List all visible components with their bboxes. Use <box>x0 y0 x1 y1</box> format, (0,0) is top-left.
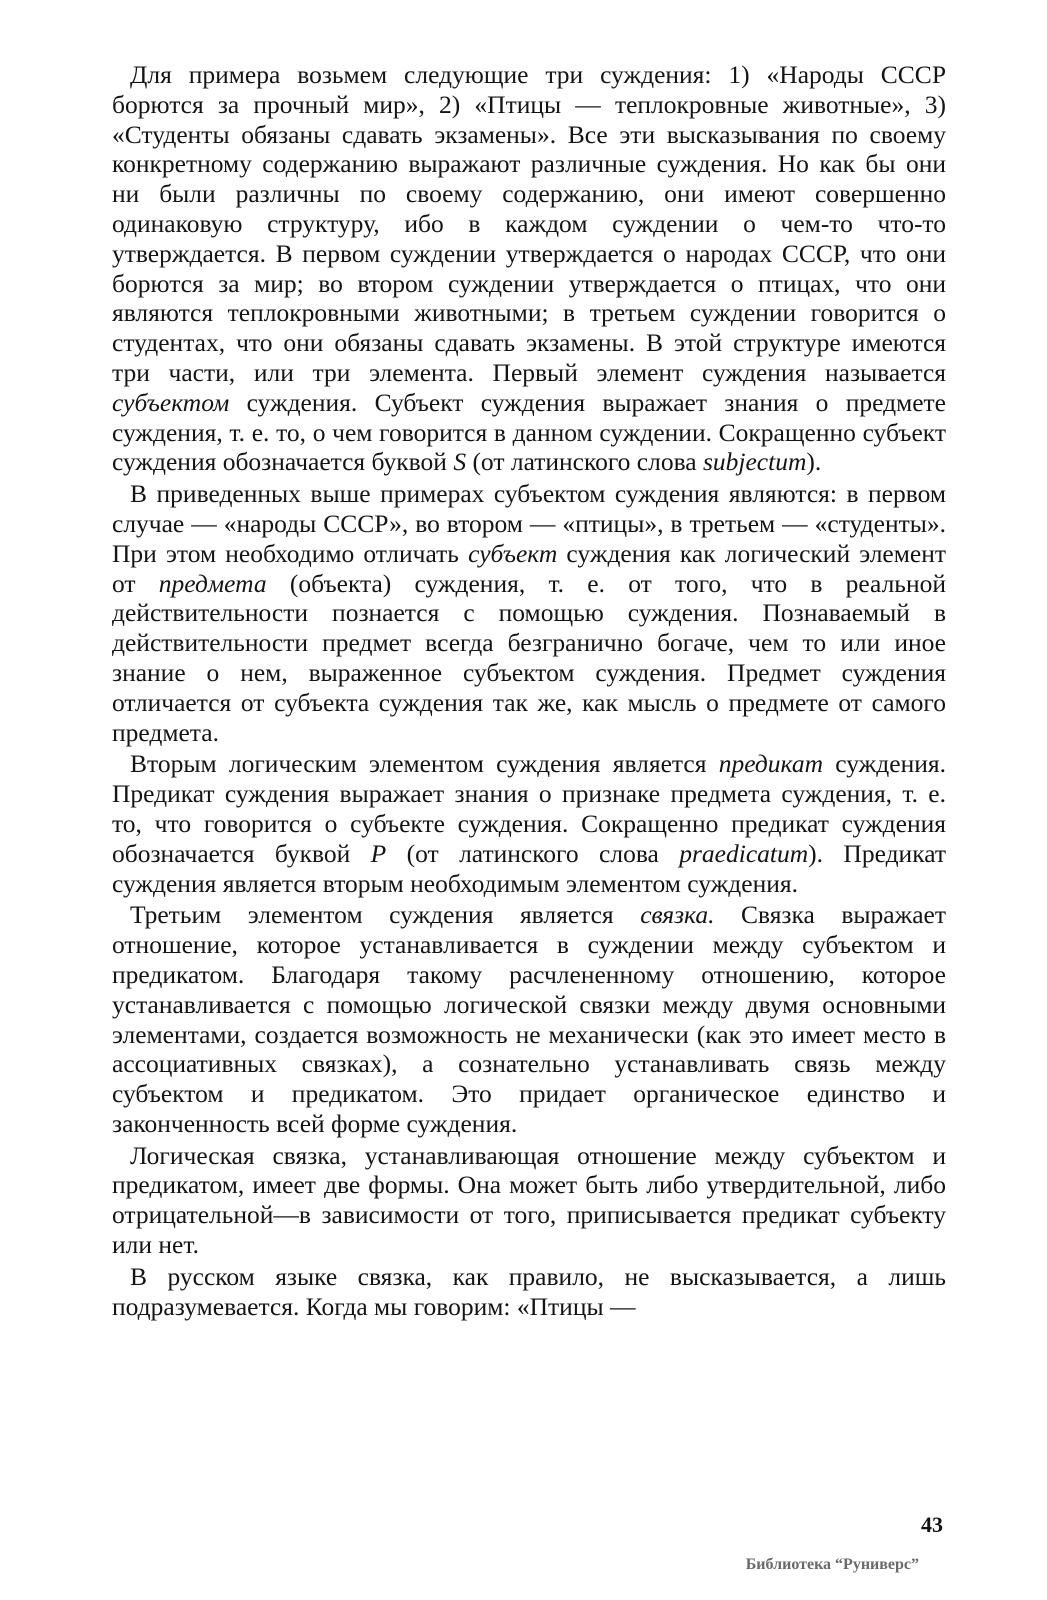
text-run: (от латинского слова <box>466 447 703 477</box>
paragraph-4 <box>112 900 946 1138</box>
paragraph-5 <box>112 1141 946 1260</box>
page-text <box>112 60 946 1323</box>
term-object: предмета <box>158 568 267 598</box>
term-subject: субъектом <box>112 387 230 417</box>
paragraph-3 <box>112 749 946 898</box>
text-run: (объекта) суждения, т. е. от того, что в реальной действительности познается с помощью суждения. Познаваемый в действительности предмет всегда безгранично богаче, чем то или иное знание о нем, выраженное субъектом суждения. Предмет суждения отличается от субъекта суждения так же, как мысль о предмете от самого предмета. <box>112 568 946 747</box>
text-run: В приведенных выше примерах субъектом суждения являются: в первом случае — «народы СССР», во втором — «птицы», в третьем — «студенты». При этом необходимо отличать <box>112 479 946 568</box>
text-run: Связка выражает отношение, которое устанавливается в суждении между субъектом и предикатом. Благодаря такому расчлененному отношению, которое устанавливается с помощью логической связки между двумя основными элементами, создается возможность не механически (как это имеет место в ассоциативных связках), а сознательно устанавливать связь между субъектом и предикатом. Это придает органическое единство и законченность всей форме суждения. <box>112 900 946 1138</box>
text-run: Для примера возьмем следующие три суждения: 1) «Народы СССР борются за прочный мир», 2) «Птицы — теплокровные животные», 3) «Студенты обязаны сдавать экзамены». Все эти высказывания по своему конкретному содержанию выражают различные суждения. Но как бы они ни были различны по своему содержанию, они имеют совершенно одинаковую структуру, ибо в каждом суждении о чем-то что-то утверждается. В первом суждении утверждается о народах СССР, что они борются за мир; во втором суждении утверждается о птицах, что они являются теплокровными животными; в третьем суждении говорится о студентах, что они обязаны сдавать экзамены. В этой структуре имеются три части, или три элемента. Первый элемент суждения называется <box>112 60 946 387</box>
text-run: ). Предикат суждения является вторым необходимым элементом суждения. <box>112 838 946 898</box>
page-number: 43 <box>921 1512 943 1537</box>
library-mark: Библиотека “Руниверс” <box>745 1556 919 1573</box>
text-run: (от латинского слова <box>386 838 680 868</box>
paragraph-6 <box>112 1262 946 1322</box>
term-predicate: предикат <box>718 749 823 779</box>
term-copula: связка. <box>640 900 715 930</box>
term-subject: субъект <box>468 538 558 568</box>
paragraph-2 <box>112 479 946 747</box>
text-run: Вторым логическим элементом суждения является <box>130 749 719 779</box>
text-run: ). <box>806 447 822 477</box>
text-run: суждения. Предикат суждения выражает знания о признаке предмета суждения, т. е. то, что говорится о субъекте суждения. Сокращенно предикат суждения обозначается буквой <box>112 749 946 868</box>
term-subjectum: subjectum <box>702 447 807 477</box>
text-run: Логическая связка, устанавливающая отношение между субъектом и предикатом, имеет две формы. Она может быть либо утвердительной, либо отрицательной—в зависимости от того, приписывается предикат субъекту или нет. <box>112 1140 946 1260</box>
symbol-s: S <box>453 447 467 477</box>
symbol-p: P <box>370 838 387 868</box>
term-praedicatum: praedicatum <box>679 838 809 868</box>
text-run: Третьим элементом суждения является <box>130 900 641 930</box>
paragraph-1 <box>112 60 946 477</box>
text-run: В русском языке связка, как правило, не высказывается, а лишь подразумевается. Когда мы говорим: «Птицы — <box>112 1261 946 1321</box>
text-run: суждения. Субъект суждения выражает знания о предмете суждения, т. е. то, о чем говорится в данном суждении. Сокращенно субъект суждения обозначается буквой <box>112 387 946 477</box>
text-run: суждения как логический элемент от <box>112 538 946 598</box>
